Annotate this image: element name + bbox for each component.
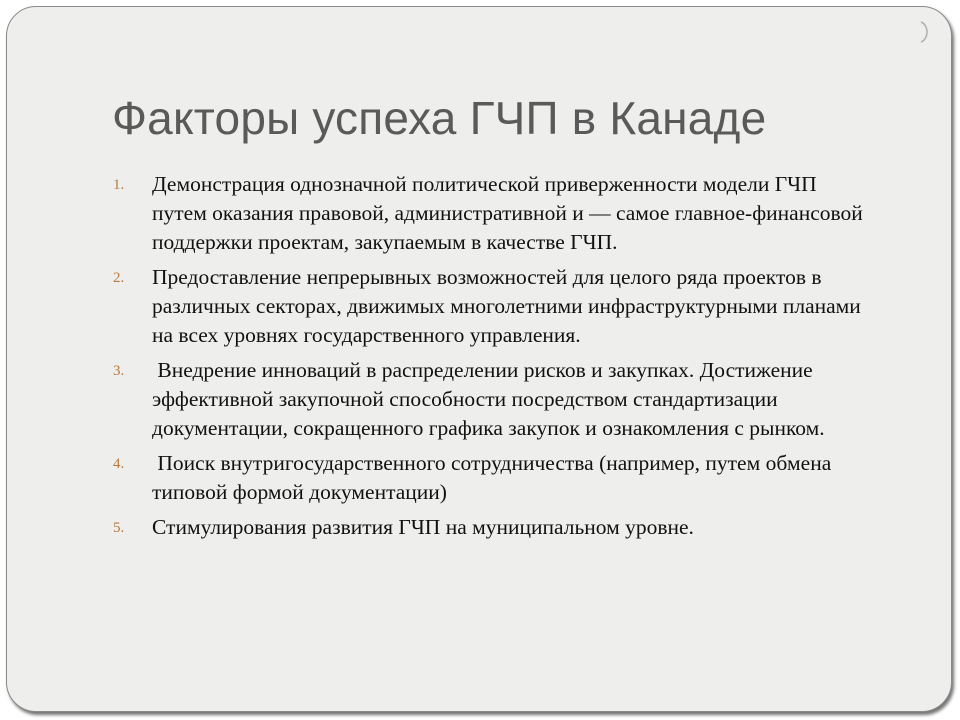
corner-ornament-icon bbox=[919, 21, 933, 43]
list-item bbox=[113, 356, 873, 443]
list-item bbox=[113, 263, 873, 350]
list-item-number: 1. bbox=[113, 177, 125, 193]
list-item-text: Поиск внутригосударственного сотрудничества (например, путем обмена типовой формой документации) bbox=[152, 451, 837, 504]
factors-list bbox=[113, 170, 873, 548]
list-item-text: Демонстрация однозначной политической приверженности модели ГЧП путем оказания правовой, административной и — самое главное-финансовой поддержки проектам, закупаемым в качестве ГЧП. bbox=[152, 172, 863, 254]
list-item-number: 4. bbox=[113, 456, 125, 472]
list-item bbox=[113, 170, 873, 257]
list-item-text: Стимулирования развития ГЧП на муниципальном уровне. bbox=[152, 515, 694, 539]
list-item-number: 2. bbox=[113, 270, 125, 286]
list-item bbox=[113, 513, 873, 542]
list-item bbox=[113, 449, 873, 507]
list-item-number: 3. bbox=[113, 363, 125, 379]
list-item-text: Предоставление непрерывных возможностей для целого ряда проектов в различных секторах, движимых многолетними инфраструктурными планами на всех уровнях государственного управления. bbox=[152, 265, 861, 347]
slide-frame bbox=[6, 6, 952, 712]
list-item-number: 5. bbox=[113, 520, 125, 536]
list-item-text: Внедрение инноваций в распределении рисков и закупках. Достижение эффективной закупочной способности посредством стандартизации документации, сокращенного графика закупок и ознакомления с рынком. bbox=[152, 358, 825, 440]
slide-title: Факторы успеха ГЧП в Канаде bbox=[112, 92, 767, 144]
